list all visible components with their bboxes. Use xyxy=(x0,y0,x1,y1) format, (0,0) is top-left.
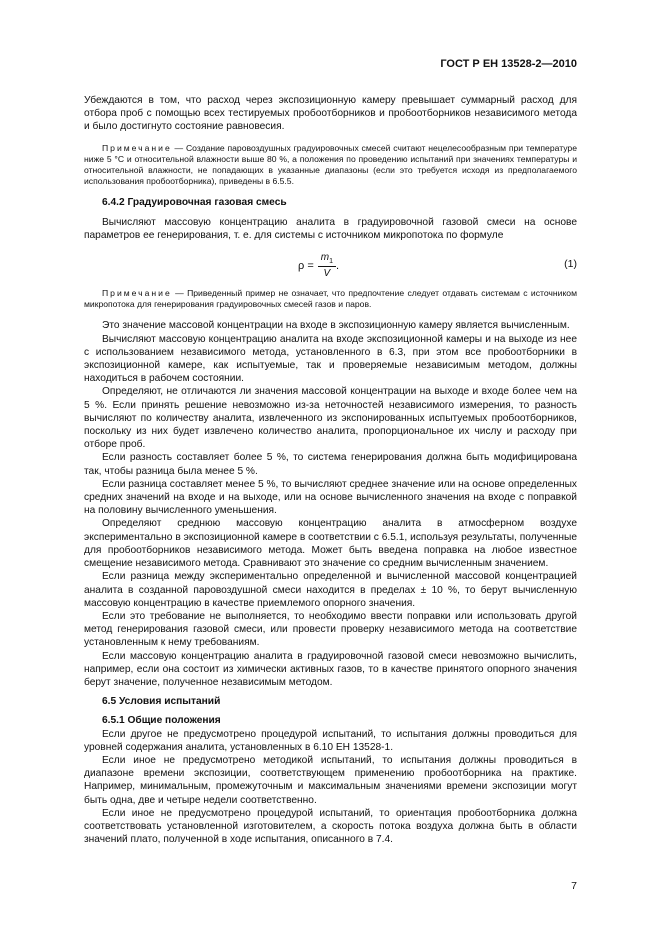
note-2-text: — Приведенный пример не означает, что предпочтение следует отдавать системам с источником микропотока для генерирования градуировочных смесей газов и паров. xyxy=(84,288,577,310)
paragraph: Определяют среднюю массовую концентрацию аналита в атмосферном воздухе экспериментально в экспозиционной камере в соответствии с 6.5.1, используя результаты, полученные для пробоотборников независимого метода. Может быть введена поправка на любое известное смещение независимого метода. Сравнивают это значение со средним вычисленным значением. xyxy=(84,518,577,570)
paragraph: Если это требование не выполняется, то необходимо ввести поправки или использовать другой метод генерирования газовой смеси, или провести проверку независимого метода на соответствие установленным к нему требованиям. xyxy=(84,610,577,649)
paragraph: Это значение массовой концентрации на входе в экспозиционную камеру является вычисленным. xyxy=(102,320,570,332)
formula-fraction xyxy=(318,252,336,279)
formula-numerator-subscript: 1 xyxy=(329,258,333,266)
formula-number: (1) xyxy=(564,258,577,271)
section-6-5-heading: 6.5 Условия испытаний xyxy=(102,696,221,708)
formula-numerator: $m_1$ xyxy=(318,252,336,267)
section-6-4-2-paragraph: Вычисляют массовую концентрацию аналита в градуировочной газовой смеси на основе параметров ее генерирования, т. е. для системы с источником микропотока по формуле xyxy=(84,216,577,241)
note-2-label: Примечание xyxy=(102,288,172,299)
intro-paragraph: Убеждаются в том, что расход через экспозиционную камеру превышает суммарный расход для отбора проб с помощью всех тестируемых пробоотборников и пробоотборников независимого метода и было достигнуто состояние равновесия. xyxy=(84,95,577,133)
paragraph: Если разница между экспериментально определенной и вычисленной массовой концентрацией аналита в созданной паровоздушной смеси находится в пределах ± 10 %, то берут вычисленную массовую концентрацию в качестве приемлемого опорного значения. xyxy=(84,571,577,609)
paragraph: Если разница составляет менее 5 %, то вычисляют среднее значение или на основе определенных средних значений на входе и на выходе, или на основе вычисленного значения на входе с поправкой на половину вычисленного уменьшения. xyxy=(84,478,577,517)
paragraph: Если другое не предусмотрено процедурой испытаний, то испытания должны проводиться для уровней содержания аналита, установленных в 6.10 ЕН 13528-1. xyxy=(84,728,577,753)
paragraph: Если иное не предусмотрено методикой испытаний, то испытания должны проводиться в диапазоне времени экспозиции, соответствующем применению пробоотборника на практике. Например, минимальным, промежуточным и максимальным значениями времени экспозиции могут быть одна, две и четыре недели соответственно. xyxy=(84,754,577,806)
paragraph: Определяют, не отличаются ли значения массовой концентрации на выходе и входе более чем на 5 %. Если принять решение невозможно из-за неточностей независимого измерения, то разность вычисляют по количеству аналита, извлеченного из экспонированных испытуемых пробоотборников, поскольку из них будет извлечено количество аналита, пропорциональное их числу и расходу при отборе проб. xyxy=(84,386,577,451)
section-6-4-2-heading: 6.4.2 Градуировочная газовая смесь xyxy=(102,197,287,209)
formula-denominator: V xyxy=(323,268,331,280)
paragraph: Если массовую концентрацию аналита в градуировочной газовой смеси невозможно вычислить, например, если она состоит из химически активных газов, то в качестве принятого опорного значения берут значение, полученное независимым методом. xyxy=(84,650,577,688)
page-number: 7 xyxy=(571,880,577,892)
formula-expression xyxy=(298,252,339,279)
paragraph: Вычисляют массовую концентрацию аналита на входе экспозиционной камеры и на выходе из нее с использованием независимого метода, установленного в 6.3, при этом все пробоотборники в экспозиционной камере, как испытуемые, так и проверяемые независимым методом, должны находиться в рабочем состоянии. xyxy=(84,333,577,385)
formula-lhs: ρ = xyxy=(298,259,314,272)
formula-1 xyxy=(84,248,577,288)
note-2 xyxy=(84,288,577,310)
body-paragraphs-2 xyxy=(84,728,577,847)
note-1-label: Примечание xyxy=(102,142,172,153)
body-paragraphs-1 xyxy=(84,319,577,689)
note-1-text: — Создание паровоздушных градуировочных смесей считают нецелесообразным при температуре ниже 5 °С и относительной влажности выше 80 %, а положения по проведению испытаний при значениях температуры и относительной влажности, не попадающих в указанные диапазоны (если это требуется исходя из предполагаемого использования пробоотборника), приведены в 6.5.5. xyxy=(84,142,577,187)
note-1 xyxy=(84,143,577,188)
document-header: ГОСТ Р ЕН 13528-2—2010 xyxy=(440,58,577,70)
section-6-5-1-heading: 6.5.1 Общие положения xyxy=(102,715,221,727)
paragraph: Если иное не предусмотрено процедурой испытаний, то ориентация пробоотборника должна соответствовать установленной изготовителем, а скорость потока воздуха должна быть в области значений плато, полученной в ходе испытания, описанного в 7.4. xyxy=(84,807,577,846)
paragraph: Если разность составляет более 5 %, то система генерирования должна быть модифицирована так, чтобы разница была менее 5 %. xyxy=(84,452,577,477)
formula-tail: . xyxy=(336,259,340,272)
